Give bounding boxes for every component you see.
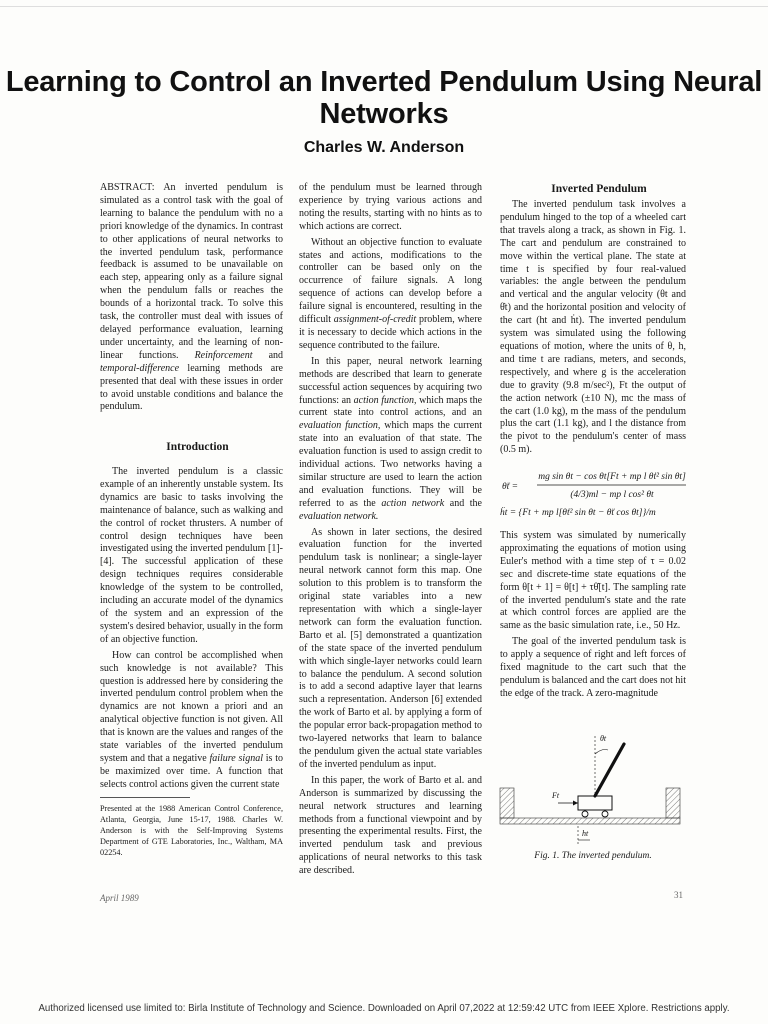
abstract (100, 182, 283, 414)
intro-p2-emph: failure signal (209, 752, 263, 764)
abstract-label: ABSTRACT: (100, 182, 155, 193)
license-notice: Authorized licensed use limited to: Birla Institute of Technology and Science. Downloaded on April 07,2022 at 12:59:42 UTC from IEEE Xplore. Restrictions apply. (38, 1003, 730, 1014)
col2-p3-emph-2: evaluation function, (299, 420, 381, 432)
equation-h-accel (500, 508, 686, 524)
eq1-lhs: θ̈t = (502, 482, 519, 492)
abstract-emph-2: temporal-difference (100, 362, 180, 374)
theta-label: θt (600, 734, 607, 743)
col2-p2-b: problem, where it is necessary to decide which actions in the sequence contributed to the failure. (299, 314, 482, 351)
eq2-text: ḧt = {Ft + mp l[θ̇t² sin θt − θ̈t cos θt]}/m (500, 508, 656, 518)
cart (578, 796, 612, 810)
col2-p3-emph-4: evaluation network. (299, 510, 379, 522)
column-1 (100, 182, 283, 414)
footnote-rule (100, 797, 190, 798)
col2-p2-emph: assignment-of-credit (333, 314, 417, 326)
intro-paragraph-1: The inverted pendulum is a classic example of an inherently unstable system. Its dynamics are basic to tasks involving the maintenance of balance, such as walking and the control of rocket thrusters. A number of control design techniques have been investigated using the inverted pendulum [1]-[4]. The successful application of these design techniques requires considerable knowledge of the system to be controlled, including an accurate model of the dynamics of the system and an expression of the system's desired behavior, usually in the form of an objective function. (100, 466, 283, 645)
col2-paragraph-5: In this paper, the work of Barto et al. and Anderson is summarized by discussing the neural network structures and learning methods from a functional viewpoint and by presenting the experimental results. First, the inverted pendulum task and previous applications of neural networks to this task are described. (299, 774, 482, 877)
col2-p3-emph-1: action function, (353, 394, 417, 406)
abstract-mid: and (268, 349, 284, 361)
col2-p3-a: In this paper, neural network learning methods are described that learn to generate successful action sequences by acquiring two functions: an (299, 355, 482, 406)
right-wall (666, 788, 680, 818)
col2-paragraph-4: As shown in later sections, the desired evaluation function for the inverted pendulum task is nonlinear; a single-layer neural network cannot form this map. One solution to this problem is to transform the original state variables into a new representation with which a single-layer network can form the evaluation function. Barto et al. [5] demonstrated a quantization of the state space of the inverted pendulum with which single-layer networks could learn to balance the pendulum. A second solution is to add a second adaptive layer that learns such a representation. Anderson [6] extended the work of Barto et al. by applying a form of the popular error back-propagation method to two-layered networks that learn to balance the pendulum given the actual state variables of the inverted pendulum as input. (299, 526, 482, 770)
force-arrowhead (573, 801, 578, 806)
theta-arc (595, 750, 608, 755)
col2-p3-d: and the (449, 497, 482, 509)
equation-theta-accel (500, 466, 686, 504)
col2-p3-emph-3: action network (381, 497, 445, 509)
abstract-body: An inverted pendulum is simulated as a control task with the goal of learning to balance the pendulum with no a priori knowledge of the dynamics. In contrast to other applications of neural networks to the inverted pendulum task, performance feedback is assumed to be unavailable on each step, appearing only as a failure signal when the pendulum falls or reaches the bounds of a horizontal track. To solve this task, the controller must deal with issues of delayed performance evaluation, learning under uncertainty, and the learning of non-linear functions. (100, 182, 283, 361)
issue-date: April 1989 (100, 893, 139, 903)
top-rule (0, 6, 768, 7)
col2-p3-c: which maps the current state into an evaluation of that state. The evaluation function is used to assign credit to individual actions. Two networks having a similar structure are used to learn the action and evaluation functions. They will be referred to as the (299, 420, 482, 509)
paper-title-text: Learning to Control an Inverted Pendulum Using Neural Networks (5, 66, 763, 130)
eq1-denominator: (4/3)ml − mp l cos² θt (570, 490, 654, 500)
introduction-heading: Introduction (166, 441, 229, 453)
col3-paragraph-3: The goal of the inverted pendulum task is to apply a sequence of right and left forces of fixed magnitude to the cart such that the pendulum is balanced and the cart does not hit the edge of the track. A zero-magnitude (500, 636, 686, 699)
pendulum-diagram (498, 726, 684, 846)
col3-paragraph-2: This system was simulated by numerically approximating the equations of motion using Euler's method with a time step of τ = 0.02 sec and discrete-time state equations of the form θ[t + 1] = θ[t] + τθ̇[t]. The sampling rate of the inverted pendulum's state and the rate at which control forces are applied are the same as the basic simulation rate, i.e., 50 Hz. (500, 530, 686, 632)
equation-1-graphic (500, 466, 686, 504)
eq1-numerator: mg sin θt − cos θt[Ft + mp l θ̇t² sin θt] (538, 472, 686, 482)
intro-p2-a: How can control be accomplished when such knowledge is not available? This question is addressed here by considering the inverted pendulum control problem when the dynamics are not known a priori and an analytical objective function is not given. All that is known are the values and ranges of the state variables of the inverted pendulum system and that a negative (100, 649, 283, 764)
left-wall (500, 788, 514, 818)
intro-p2-b: is to be maximized over time. A function that selects control actions given the current state (100, 752, 284, 790)
col2-paragraph-2 (299, 237, 482, 353)
pendulum-pole (595, 744, 624, 796)
pendulum-figure (498, 726, 684, 846)
col2-p3-b: which maps the current state into control actions, and an (299, 394, 483, 419)
intro-paragraph-2 (100, 650, 283, 792)
col3-paragraph-1: The inverted pendulum task involves a pendulum hinged to the top of a wheeled cart that travels along a track, as shown in Fig. 1. The cart and pendulum are constrained to move within the vertical plane. The state at time t is specified by four real-valued variables: the angle between the pendulum and vertical and the angular velocity (θt and θ̇t) and the horizontal position and velocity of the cart (ht and ḣt). The inverted pendulum system was simulated using the following equations of motion, where the units of θ, h, and time t are radians, meters, and seconds, respectively, and where g is the acceleration due to gravity (9.8 m/sec²), Ft the output of the action network (±10 N), mc the mass of the cart (1.0 kg), m the mass of the pendulum plus the cart (1.1 kg), and l the distance from the pivot to the pendulum's center of mass (0.5 m). (500, 199, 686, 456)
track (500, 818, 680, 824)
paper-title (0, 66, 768, 130)
page-number: 31 (674, 890, 683, 900)
cart-wheel-left (582, 811, 588, 817)
footnote: Presented at the 1988 American Control Conference, Atlanta, Georgia, June 15-17, 1988. Charles W. Anderson is with the Self-Improving Systems Department of GTE Laboratories, Inc., Waltham, MA 02254. (100, 804, 283, 858)
column-3-continued (500, 530, 686, 701)
column-2 (299, 182, 482, 878)
col2-p2-a: Without an objective function to evaluate states and actions, modifications to the controller can be based only on the occurrence of failure signals. A long sequence of actions can develop before a failure signal is encountered, resulting in the difficult (299, 236, 482, 326)
abstract-emph-1: Reinforcement (194, 349, 253, 361)
col2-paragraph-3 (299, 356, 482, 524)
introduction-section (100, 440, 283, 792)
figure-caption: Fig. 1. The inverted pendulum. (534, 851, 652, 861)
author-name: Charles W. Anderson (303, 139, 465, 156)
cart-wheel-right (602, 811, 608, 817)
column-3 (500, 182, 686, 457)
h-label: ht (582, 829, 589, 838)
force-label: Ft (552, 791, 560, 800)
abstract-tail: learning methods are presented that deal with these issues in order to avoid unstable conditions and balance the pendulum. (100, 362, 283, 413)
inverted-pendulum-heading: Inverted Pendulum (551, 183, 647, 195)
col2-paragraph-1: of the pendulum must be learned through experience by trying various actions and noting the results, starting with no hints as to which actions are correct. (299, 182, 482, 232)
